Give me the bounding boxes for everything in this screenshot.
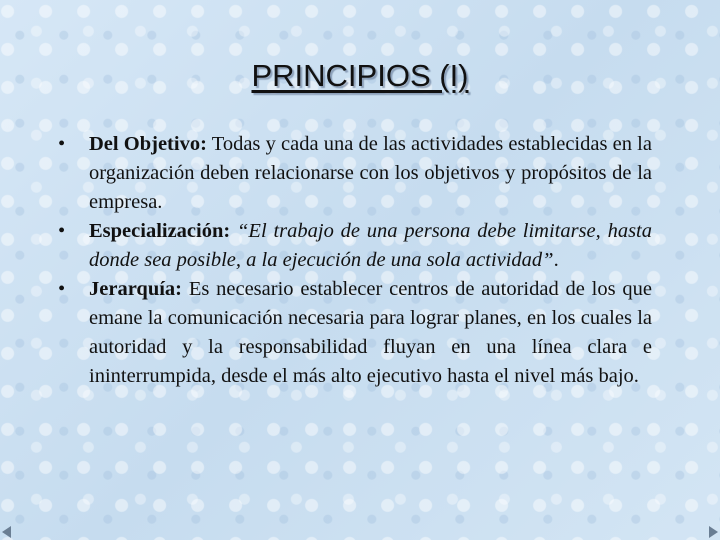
- bullet-quote: “El trabajo de una persona debe limitarse, hasta donde sea posible, a la ejecución de una sola actividad”: [89, 220, 652, 271]
- bullet-marker: •: [58, 220, 66, 242]
- bullet-term: Del Objetivo:: [89, 133, 207, 155]
- bullet-text: Todas y cada una de las actividades establecidas en la organización deben relacionarse con los objetivos y propósitos de la empresa.: [89, 133, 652, 213]
- triangle-right-icon[interactable]: [709, 526, 718, 538]
- bullet-text: Es necesario establecer centros de autoridad de los que emane la comunicación necesaria para lograr planes, en los cuales la autoridad y la responsabilidad fluyan en una línea clara e ininterrumpida, desde el más alto ejecutivo hasta el nivel más bajo.: [89, 278, 652, 387]
- bullet-item-objetivo: [58, 130, 652, 217]
- triangle-left-icon[interactable]: [2, 526, 11, 538]
- bullet-term: Jerarquía:: [89, 278, 183, 300]
- bullet-tail: .: [553, 249, 559, 271]
- bullet-term: Especialización:: [89, 220, 231, 242]
- slide-title: PRINCIPIOS (I): [251, 58, 469, 93]
- bullet-list: [58, 130, 652, 391]
- bullet-item-especializacion: [58, 217, 652, 275]
- bullet-item-jerarquia: [58, 275, 652, 391]
- bullet-marker: •: [58, 133, 66, 155]
- bullet-marker: •: [58, 278, 66, 300]
